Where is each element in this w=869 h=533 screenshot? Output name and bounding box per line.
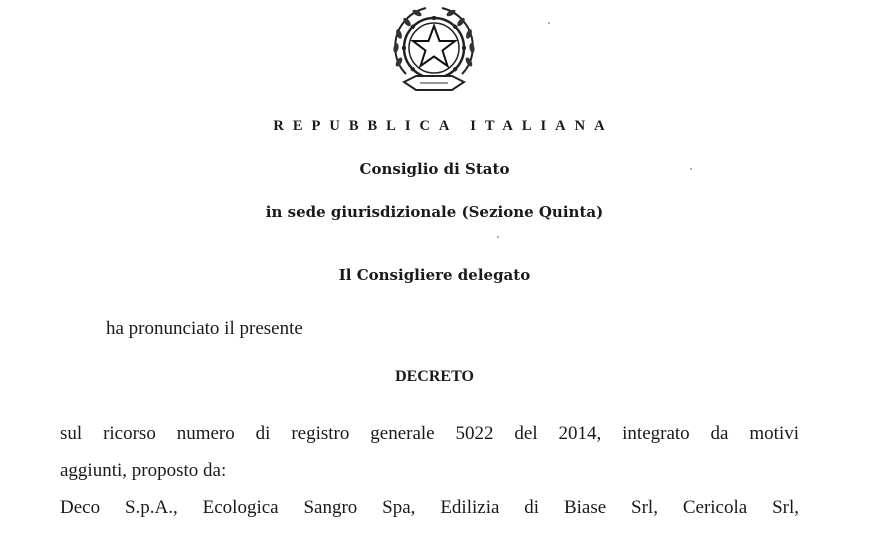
pronounced-text: ha pronunciato il presente [106, 318, 303, 339]
scan-speck [690, 168, 692, 170]
council-heading: Consiglio di Stato [359, 160, 510, 178]
republic-heading: REPUBBLICA ITALIANA [273, 118, 614, 134]
italian-republic-emblem-icon [386, 2, 482, 100]
delegate-heading: Il Consigliere delegato [338, 266, 531, 284]
paragraph-line: aggiunti, proposto da: [60, 460, 227, 481]
decree-title: DECRETO [395, 368, 474, 385]
scan-speck [548, 22, 550, 24]
scan-speck [497, 236, 499, 238]
paragraph-line: sul ricorso numero di registro generale 5022 del 2014, integrato da motivi [60, 423, 799, 444]
paragraph-line: Deco S.p.A., Ecologica Sangro Spa, Edilizia di Biase Srl, Cericola Srl, [60, 497, 799, 518]
section-heading: in sede giurisdizionale (Sezione Quinta) [265, 203, 604, 221]
